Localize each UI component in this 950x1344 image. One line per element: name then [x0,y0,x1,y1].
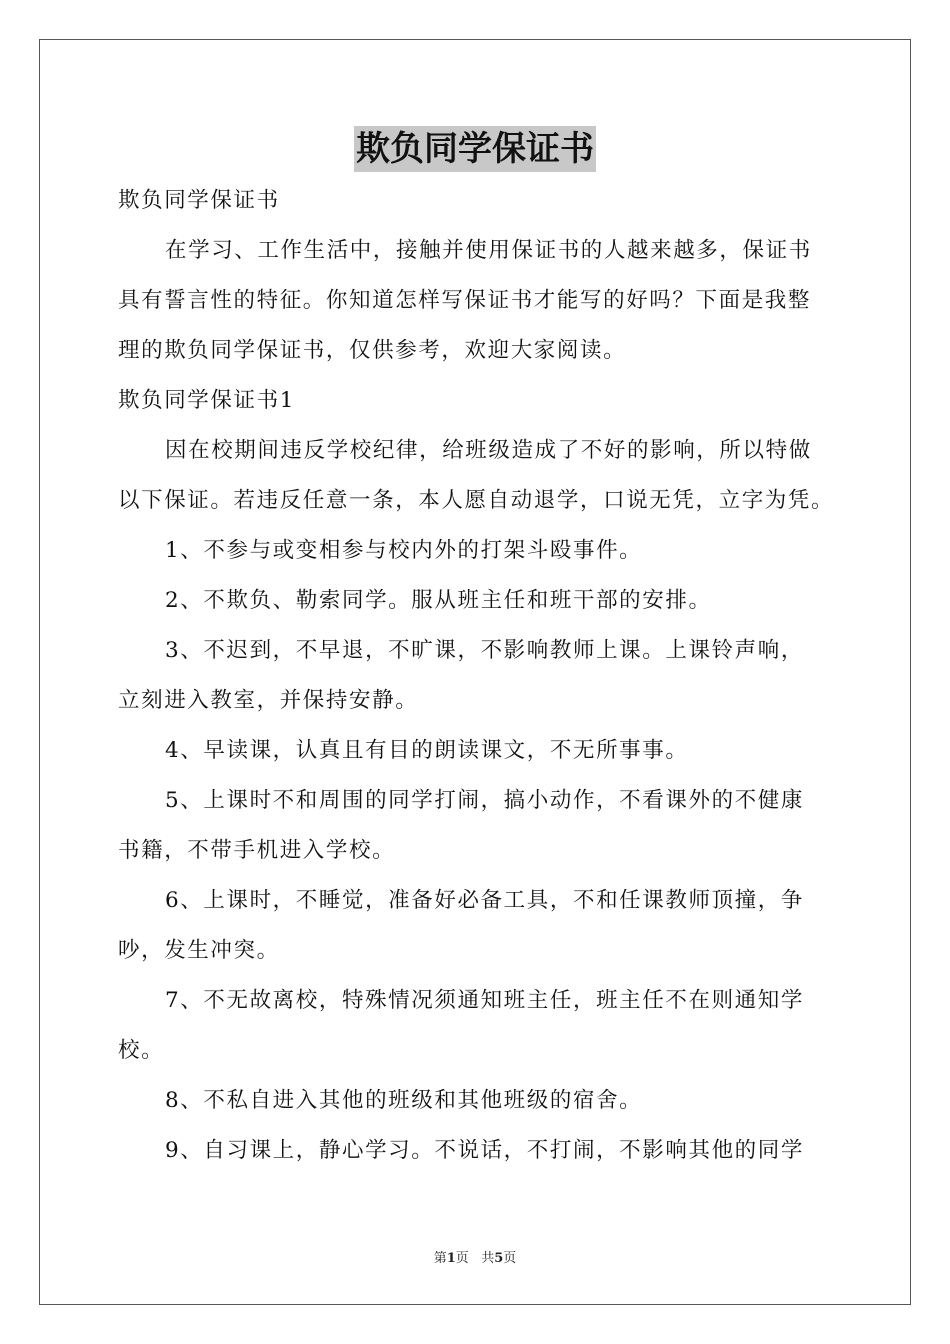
text-line: 欺负同学保证书1 [118,388,295,413]
footer-page-prefix: 第 [433,1251,447,1266]
text-line: 理的欺负同学保证书，仅供参考，欢迎大家阅读。 [118,338,627,363]
text-line: 8、不私自进入其他的班级和其他班级的宿舍。 [165,1088,643,1113]
text-line: 在学习、工作生活中，接触并使用保证书的人越来越多，保证书 [165,238,812,263]
text-line: 5、上课时不和周围的同学打闹，搞小动作，不看课外的不健康 [165,788,804,813]
text-line: 2、不欺负、勒索同学。服从班主任和班干部的安排。 [165,588,712,613]
footer-total-pages: 5 [494,1251,504,1266]
text-line: 立刻进入教室，并保持安静。 [118,688,419,713]
text-line: 书籍，不带手机进入学校。 [118,838,396,863]
text-line: 以下保证。若违反任意一条，本人愿自动退学，口说无凭，立字为凭。 [118,488,835,513]
text-line: 6、上课时，不睡觉，准备好必备工具，不和任课教师顶撞，争 [165,888,804,913]
document-body [118,176,848,1176]
footer-total-prefix: 共 [481,1251,495,1266]
title-wrap [0,126,950,172]
text-line: 3、不迟到，不早退，不旷课，不影响教师上课。上课铃声响， [165,638,804,663]
text-line: 1、不参与或变相参与校内外的打架斗殴事件。 [165,538,643,563]
footer-total-suffix: 页 [503,1251,517,1266]
text-line: 校。 [118,1038,165,1063]
text-line: 4、早读课，认真且有目的朗读课文，不无所事事。 [165,738,689,763]
footer-page-suffix: 页 [455,1251,469,1266]
text-line: 欺负同学保证书 [118,188,280,213]
text-line: 9、自习课上，静心学习。不说话，不打闹，不影响其他的同学 [165,1138,804,1163]
document-title: 欺负同学保证书 [354,126,596,172]
page-footer [0,1247,950,1266]
text-line: 因在校期间违反学校纪律，给班级造成了不好的影响，所以特做 [165,438,812,463]
text-line: 吵，发生冲突。 [118,938,280,963]
text-line: 具有誓言性的特征。你知道怎样写保证书才能写的好吗？下面是我整 [118,288,812,313]
footer-page-number: 1 [446,1251,456,1266]
text-line: 7、不无故离校，特殊情况须通知班主任，班主任不在则通知学 [165,988,804,1013]
